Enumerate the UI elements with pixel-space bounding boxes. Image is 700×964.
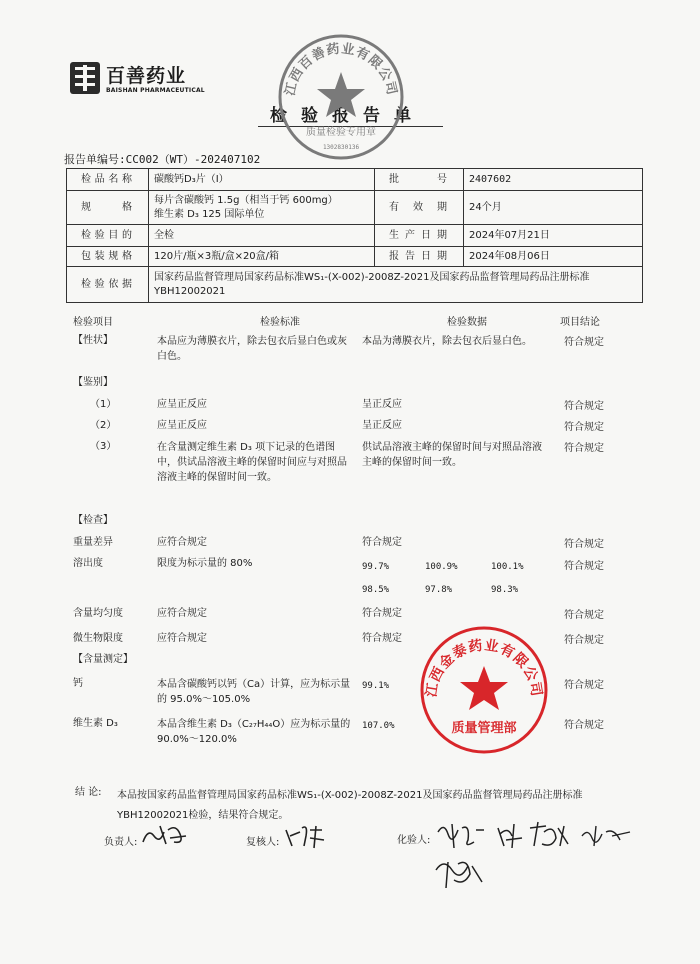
section-traits: 【性状】 — [73, 335, 113, 346]
spec-line-2: 维生素 D₃ 125 国际单位 — [154, 208, 265, 220]
vitamin-d3-conclusion: 符合规定 — [564, 720, 604, 731]
weight-variation-standard: 应符合规定 — [157, 537, 207, 548]
report-number-label: 报告单编号: — [64, 153, 126, 166]
spec-value — [149, 191, 375, 225]
content-uniformity-item: 含量均匀度 — [73, 608, 123, 619]
identification-1-data: 呈正反应 — [362, 399, 402, 410]
section-checks: 【检查】 — [73, 515, 113, 526]
table-row — [67, 267, 643, 303]
identification-1-conclusion: 符合规定 — [564, 401, 604, 412]
tester-signatures — [434, 818, 644, 898]
weight-variation-conclusion: 符合规定 — [564, 539, 604, 550]
identification-3-number: （3） — [90, 441, 117, 452]
vitamin-d3-item: 维生素 D₃ — [73, 718, 118, 729]
microbial-limit-item: 微生物限度 — [73, 633, 123, 644]
column-header-item: 检验项目 — [73, 317, 113, 328]
content-uniformity-data: 符合规定 — [362, 608, 402, 619]
product-info-table — [66, 168, 643, 303]
svg-text:江西百善药业有限公司: 江西百善药业有限公司 — [282, 41, 400, 98]
dissolution-value: 98.3% — [491, 585, 519, 595]
microbial-limit-standard: 应符合规定 — [157, 633, 207, 644]
dissolution-conclusion: 符合规定 — [564, 561, 604, 572]
basis-value: 国家药品监督管理局国家药品标准WS₁-(X-002)-2008Z-2021及国家药品监督管理局药品注册标准YBH12002021 — [149, 267, 643, 303]
content-uniformity-conclusion: 符合规定 — [564, 610, 604, 621]
reviewer-signature — [282, 822, 326, 850]
purpose-label: 检验目的 — [67, 225, 149, 247]
dissolution-value: 100.1% — [491, 562, 524, 572]
product-label: 检品名称 — [67, 169, 149, 191]
dissolution-value: 100.9% — [425, 562, 458, 572]
quality-management-seal — [418, 624, 550, 756]
conclusion-label: 结 论: — [75, 787, 102, 798]
column-header-data: 检验数据 — [447, 317, 487, 328]
table-row — [67, 247, 643, 267]
product-value: 碳酸钙D₃片（I） — [149, 169, 375, 191]
package-label: 包装规格 — [67, 247, 149, 267]
company-name-en: BAISHAN PHARMACEUTICAL — [106, 87, 205, 94]
calcium-data: 99.1% — [362, 681, 390, 691]
report-number — [64, 151, 260, 167]
microbial-limit-conclusion: 符合规定 — [564, 635, 604, 646]
table-row — [67, 169, 643, 191]
weight-variation-item: 重量差异 — [73, 537, 113, 548]
report-date-value: 2024年08月06日 — [464, 247, 643, 267]
dissolution-value: 97.8% — [425, 585, 453, 595]
package-value: 120片/瓶×3瓶/盒×20盒/箱 — [149, 247, 375, 267]
section-identification: 【鉴别】 — [73, 377, 113, 388]
logo-icon — [70, 62, 100, 94]
dissolution-item: 溶出度 — [73, 558, 103, 569]
identification-2-data: 呈正反应 — [362, 420, 402, 431]
identification-1-number: （1） — [90, 399, 117, 410]
traits-data: 本品为薄膜衣片，除去包衣后显白色。 — [362, 336, 532, 347]
reviewer-label: 复核人: — [246, 837, 280, 848]
purpose-value: 全检 — [149, 225, 375, 247]
identification-3-conclusion: 符合规定 — [564, 443, 604, 454]
spec-line-1: 每片含碳酸钙 1.5g（相当于钙 600mg） — [154, 194, 338, 206]
conclusion-text: 本品按国家药品监督管理局国家药品标准WS₁-(X-002)-2008Z-2021及国家药品监督管理局药品注册标准YBH12002021检验，结果符合规定。 — [117, 790, 583, 821]
identification-2-number: （2） — [90, 420, 117, 431]
quality-inspection-seal — [276, 32, 406, 162]
company-name-cn: 百善药业 — [106, 65, 187, 87]
vitamin-d3-data: 107.0% — [362, 721, 395, 731]
responsible-person-label: 负责人: — [104, 837, 138, 848]
document-title: 检验报告单 — [270, 106, 425, 126]
report-number-value: CC002（WT）-202407102 — [125, 153, 261, 166]
vitamin-d3-standard: 本品含维生素 D₃（C₂₇H₄₄O）应为标示量的 90.0%～120.0% — [157, 719, 351, 745]
svg-text:1302830136: 1302830136 — [322, 144, 360, 151]
content-uniformity-standard: 应符合规定 — [157, 608, 207, 619]
dissolution-standard: 限度为标示量的 80% — [157, 558, 253, 569]
responsible-signature — [140, 822, 190, 850]
weight-variation-data: 符合规定 — [362, 537, 402, 548]
table-row — [67, 191, 643, 225]
calcium-standard: 本品含碳酸钙以钙（Ca）计算，应为标示量的 95.0%～105.0% — [157, 679, 351, 705]
traits-standard: 本品应为薄膜衣片，除去包衣后显白色或灰白色。 — [157, 336, 347, 362]
batch-value: 2407602 — [464, 169, 643, 191]
microbial-limit-data: 符合规定 — [362, 633, 402, 644]
table-row — [67, 225, 643, 247]
column-header-standard: 检验标准 — [260, 317, 300, 328]
report-date-label: 报告日期 — [375, 247, 464, 267]
calcium-item: 钙 — [73, 678, 83, 689]
validity-label: 有效期 — [375, 191, 464, 225]
batch-label: 批 号 — [375, 169, 464, 191]
identification-1-standard: 应呈正反应 — [157, 399, 207, 410]
production-date-value: 2024年07月21日 — [464, 225, 643, 247]
traits-conclusion: 符合规定 — [564, 337, 604, 348]
column-header-conclusion: 项目结论 — [560, 317, 600, 328]
validity-value: 24个月 — [464, 191, 643, 225]
identification-3-standard: 在含量测定维生素 D₃ 项下记录的色谱图中，供试品溶液主峰的保留时间应与对照品溶液主峰的保留时间一致。 — [157, 442, 347, 483]
svg-text:江西金泰药业有限公司: 江西金泰药业有限公司 — [423, 637, 545, 699]
dissolution-value: 99.7% — [362, 562, 390, 572]
identification-2-standard: 应呈正反应 — [157, 420, 207, 431]
tester-label: 化验人: — [397, 835, 431, 846]
basis-label: 检验依据 — [67, 267, 149, 303]
dissolution-value: 98.5% — [362, 585, 390, 595]
section-assay: 【含量测定】 — [73, 654, 133, 665]
spec-label: 规 格 — [67, 191, 149, 225]
identification-3-data: 供试品溶液主峰的保留时间与对照品溶液主峰的保留时间一致。 — [362, 442, 542, 468]
identification-2-conclusion: 符合规定 — [564, 422, 604, 433]
svg-text:质量管理部: 质量管理部 — [451, 721, 517, 736]
svg-text:质量检验专用章: 质量检验专用章 — [306, 127, 376, 138]
production-date-label: 生产日期 — [375, 225, 464, 247]
calcium-conclusion: 符合规定 — [564, 680, 604, 691]
company-logo — [70, 62, 205, 102]
